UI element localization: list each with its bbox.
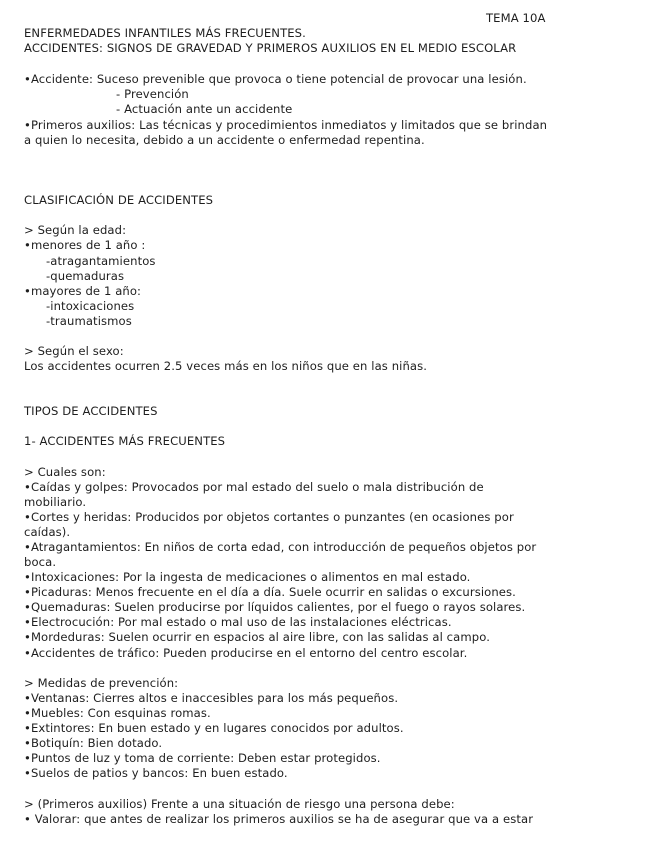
subsection-heading-frecuentes: 1- ACCIDENTES MÁS FRECUENTES: [24, 434, 226, 448]
item-traumatismos: -traumatismos: [46, 314, 132, 328]
list-item: •Intoxicaciones: Por la ingesta de medicaciones o alimentos en mal estado.: [24, 570, 471, 584]
title-line-2: ACCIDENTES: SIGNOS DE GRAVEDAD Y PRIMEROS AUXILIOS EN EL MEDIO ESCOLAR: [24, 41, 517, 55]
list-item: •Puntos de luz y toma de corriente: Deben estar protegidos.: [24, 751, 381, 765]
topic-number: TEMA 10A: [486, 11, 546, 25]
list-item: •Cortes y heridas: Producidos por objetos cortantes o punzantes (en ocasiones por: [24, 510, 514, 524]
section-heading-tipos: TIPOS DE ACCIDENTES: [24, 404, 158, 418]
item-intoxicaciones: -intoxicaciones: [46, 299, 135, 313]
section-heading-clasificacion: CLASIFICACIÓN DE ACCIDENTES: [24, 193, 214, 207]
list-item: •Quemaduras: Suelen producirse por líquidos calientes, por el fuego o rayos solares.: [24, 600, 526, 614]
subitem-prevencion: - Prevención: [116, 87, 189, 101]
list-heading-cuales: > Cuales son:: [24, 465, 106, 479]
title-line-1: ENFERMEDADES INFANTILES MÁS FRECUENTES.: [24, 26, 306, 40]
group-mayores: •mayores de 1 año:: [24, 284, 142, 298]
item-quemaduras: -quemaduras: [46, 269, 125, 283]
item-atragantamientos: -atragantamientos: [46, 254, 156, 268]
list-heading-primeros-auxilios: > (Primeros auxilios) Frente a una situación de riesgo una persona debe:: [24, 797, 455, 811]
list-item: • Valorar: que antes de realizar los primeros auxilios se ha de asegurar que va a estar: [24, 812, 534, 826]
list-item: caídas).: [24, 525, 71, 539]
list-item: •Suelos de patios y bancos: En buen estado.: [24, 766, 288, 780]
list-item: •Accidentes de tráfico: Pueden producirse en el entorno del centro escolar.: [24, 646, 468, 660]
list-item: •Picaduras: Menos frecuente en el día a día. Suele ocurrir en salidas o excursiones.: [24, 585, 516, 599]
list-item: •Electrocución: Por mal estado o mal uso de las instalaciones eléctricas.: [24, 615, 452, 629]
list-item: boca.: [24, 555, 57, 569]
list-item: •Ventanas: Cierres altos e inaccesibles para los más pequeños.: [24, 691, 399, 705]
sexo-text: Los accidentes ocurren 2.5 veces más en los niños que en las niñas.: [24, 359, 428, 373]
group-menores: •menores de 1 año :: [24, 238, 146, 252]
criterion-edad: > Según la edad:: [24, 223, 127, 237]
subitem-actuacion: - Actuación ante un accidente: [116, 102, 293, 116]
list-item: •Mordeduras: Suelen ocurrir en espacios al aire libre, con las salidas al campo.: [24, 630, 490, 644]
definition-accidente: •Accidente: Suceso prevenible que provoca o tiene potencial de provocar una lesión.: [24, 72, 527, 86]
list-heading-prevencion: > Medidas de prevención:: [24, 676, 179, 690]
criterion-sexo: > Según el sexo:: [24, 344, 124, 358]
list-item: •Botiquín: Bien dotado.: [24, 736, 163, 750]
definition-primeros-auxilios-cont: a quien lo necesita, debido a un accidente o enfermedad repentina.: [24, 133, 425, 147]
list-item: •Extintores: En buen estado y en lugares conocidos por adultos.: [24, 721, 404, 735]
list-item: •Muebles: Con esquinas romas.: [24, 706, 211, 720]
list-item: mobiliario.: [24, 495, 87, 509]
list-item: •Atragantamientos: En niños de corta edad, con introducción de pequeños objetos por: [24, 540, 537, 554]
definition-primeros-auxilios: •Primeros auxilios: Las técnicas y procedimientos inmediatos y limitados que se brindan: [24, 118, 548, 132]
list-item: •Caídas y golpes: Provocados por mal estado del suelo o mala distribución de: [24, 480, 484, 494]
